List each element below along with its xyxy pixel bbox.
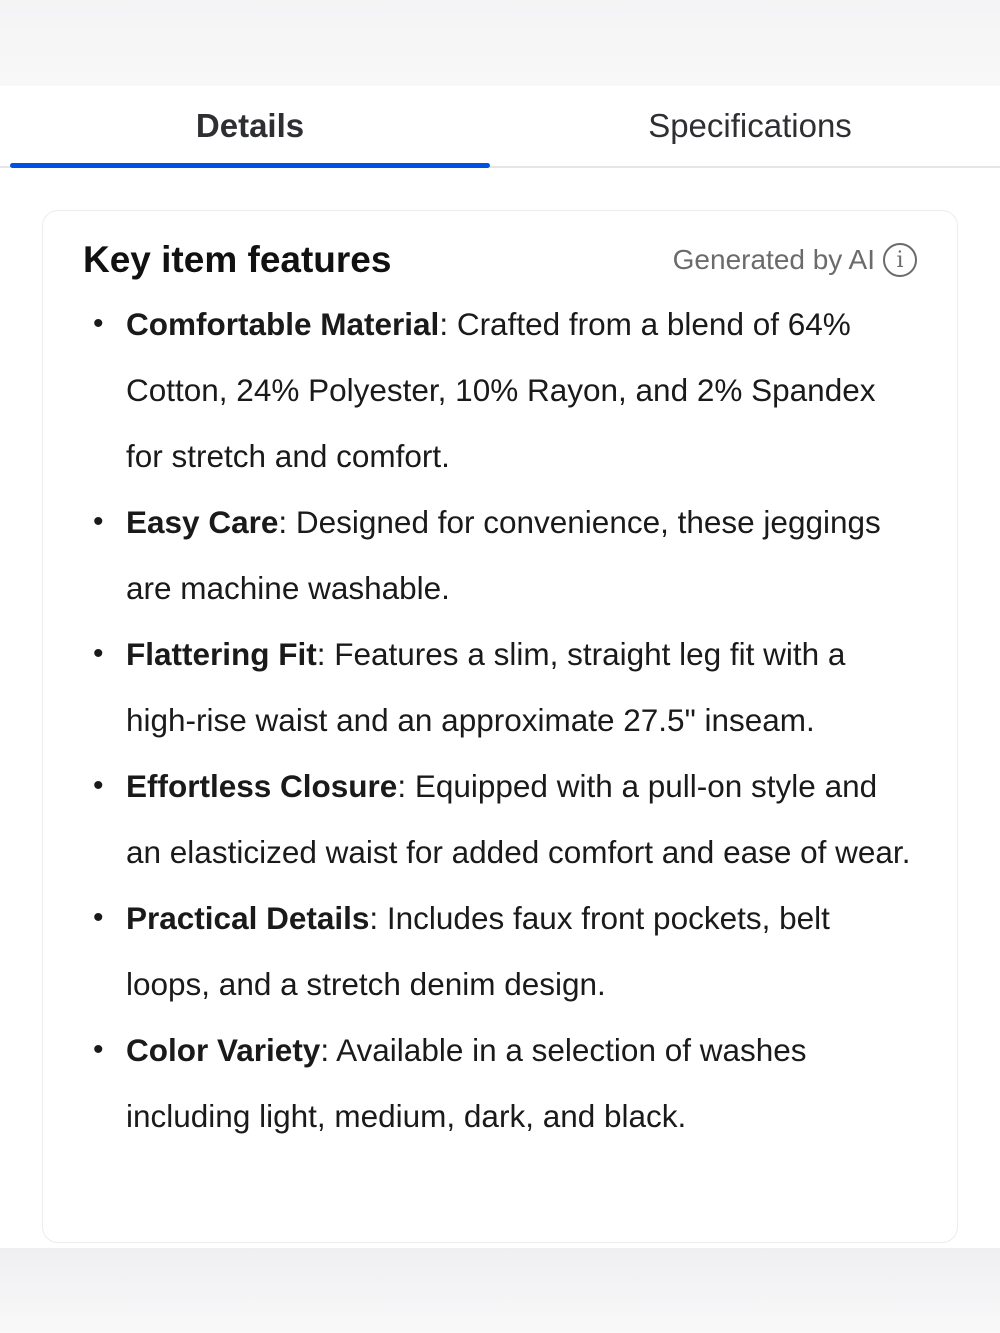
list-item bbox=[83, 1017, 917, 1149]
feature-name: Comfortable Material bbox=[126, 306, 440, 342]
feature-text: : Designed for convenience, these jeggings are machine washable. bbox=[126, 504, 881, 606]
tab-bar bbox=[0, 86, 1000, 168]
tab-details[interactable]: Details bbox=[195, 107, 305, 144]
tab-specifications[interactable]: Specifications bbox=[648, 107, 852, 144]
feature-text: : Available in a selection of washes including light, medium, dark, and black. bbox=[126, 1032, 807, 1134]
feature-text: : Includes faux front pockets, belt loops, and a stretch denim design. bbox=[126, 900, 830, 1002]
feature-name: Flattering Fit bbox=[126, 636, 317, 672]
ai-generated-label: Generated by AI bbox=[672, 244, 875, 275]
feature-text: : Equipped with a pull-on style and an elasticized waist for added comfort and ease of wear. bbox=[126, 768, 911, 870]
feature-name: Color Variety bbox=[126, 1032, 321, 1068]
list-item bbox=[83, 489, 917, 621]
details-panel bbox=[0, 86, 1000, 1248]
feature-name: Easy Care bbox=[126, 504, 279, 540]
ai-generated-tag bbox=[673, 243, 917, 277]
top-background bbox=[0, 0, 1000, 86]
feature-list bbox=[83, 291, 917, 1149]
active-tab-indicator bbox=[10, 163, 490, 168]
feature-text: : Features a slim, straight leg fit with a high-rise waist and an approximate 27.5" inseam. bbox=[126, 636, 846, 738]
list-item bbox=[83, 885, 917, 1017]
info-icon[interactable]: i bbox=[883, 243, 917, 277]
list-item bbox=[83, 753, 917, 885]
key-features-card bbox=[42, 210, 958, 1243]
feature-name: Practical Details bbox=[126, 900, 370, 936]
feature-text: : Crafted from a blend of 64% Cotton, 24% Polyester, 10% Rayon, and 2% Spandex for stretch and comfort. bbox=[126, 306, 876, 474]
list-item bbox=[83, 621, 917, 753]
bottom-background bbox=[0, 1248, 1000, 1333]
card-title: Key item features bbox=[83, 239, 392, 280]
feature-name: Effortless Closure bbox=[126, 768, 398, 804]
list-item bbox=[83, 291, 917, 489]
